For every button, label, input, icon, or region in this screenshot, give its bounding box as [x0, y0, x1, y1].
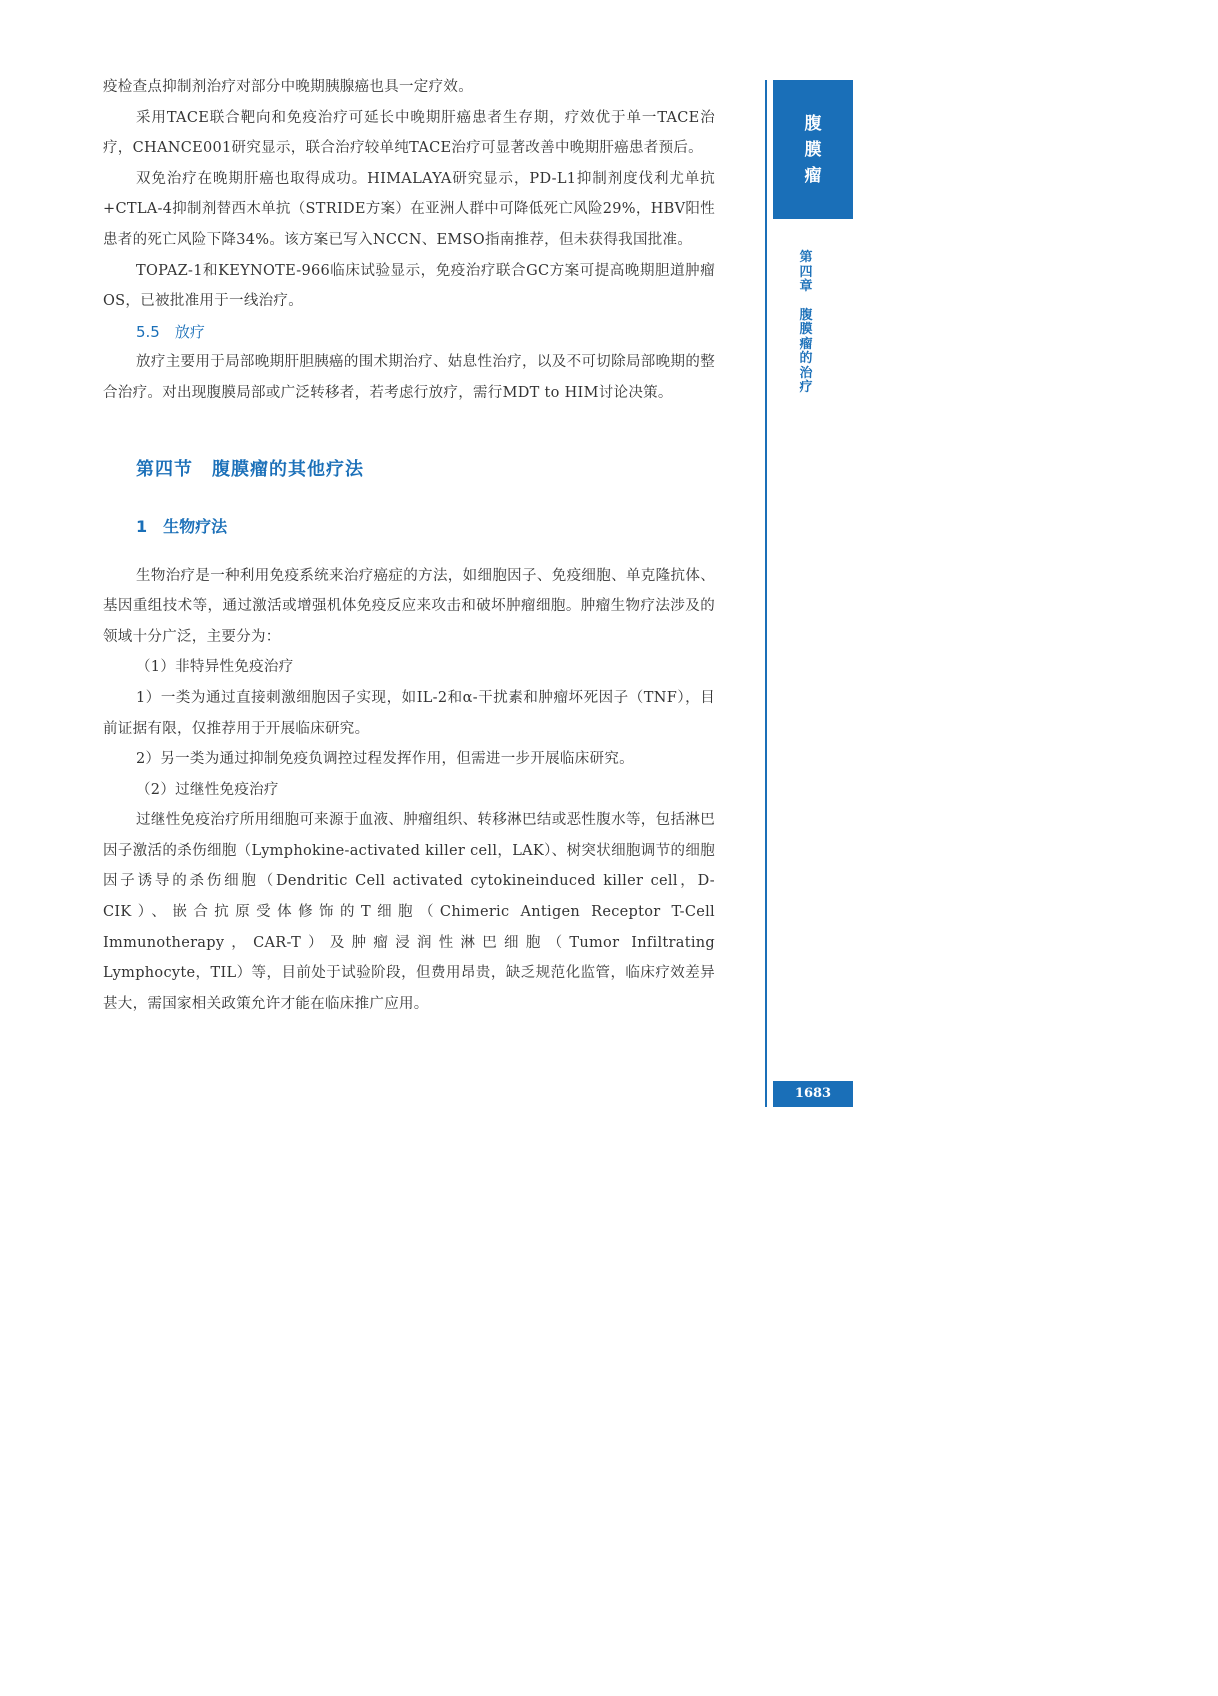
margin-rule	[765, 80, 767, 1107]
paragraph: 生物治疗是一种利用免疫系统来治疗癌症的方法，如细胞因子、免疫细胞、单克隆抗体、基因重组技术等，通过激活或增强机体免疫反应来攻击和破坏肿瘤细胞。肿瘤生物疗法涉及的领域十分广泛，主要分为：	[103, 567, 715, 645]
paragraph: 放疗主要用于局部晚期肝胆胰癌的围术期治疗、姑息性治疗，以及不可切除局部晚期的整合治疗。对出现腹膜局部或广泛转移者，若考虑行放疗，需行MDT to HIM讨论决策。	[103, 354, 715, 401]
subsection-title: 1 生物疗法	[136, 516, 228, 536]
paragraph: 双免治疗在晚期肝癌也取得成功。HIMALAYA研究显示，PD-L1抑制剂度伐利尤单抗+CTLA-4抑制剂替西木单抗（STRIDE方案）在亚洲人群中可降低死亡风险29%，HBV阳性患者的死亡风险下降34%。该方案已写入NCCN、EMSO指南推荐，但未获得我国批准。	[103, 170, 715, 248]
paragraph: （2）过继性免疫治疗	[136, 781, 279, 798]
chapter-tab-label: 腹膜瘤	[804, 113, 822, 186]
page-body	[103, 72, 715, 1019]
paragraph: 疫检查点抑制剂治疗对部分中晚期胰腺癌也具一定疗效。	[103, 79, 473, 95]
paragraph: TOPAZ-1和KEYNOTE-966临床试验显示，免疫治疗联合GC方案可提高晚期胆道肿瘤OS，已被批准用于一线治疗。	[103, 262, 715, 310]
chapter-title: 腹膜瘤的治疗	[799, 307, 813, 395]
chapter-number: 第四章	[799, 250, 813, 294]
paragraph: 1）一类为通过直接刺激细胞因子实现，如IL-2和α-干扰素和肿瘤坏死因子（TNF），目前证据有限，仅推荐用于开展临床研究。	[103, 689, 715, 737]
paragraph: 采用TACE联合靶向和免疫治疗可延长中晚期肝癌患者生存期，疗效优于单一TACE治疗，CHANCE001研究显示，联合治疗较单纯TACE治疗可显著改善中晚期肝癌患者预后。	[103, 109, 715, 157]
paragraph: 2）另一类为通过抑制免疫负调控过程发挥作用，但需进一步开展临床研究。	[136, 751, 634, 768]
chapter-tab	[773, 80, 853, 219]
page-number: 1683	[773, 1081, 853, 1107]
paragraph: （1）非特异性免疫治疗	[136, 659, 294, 676]
subheading-5-5: 5.5 放疗	[136, 322, 205, 341]
section-title: 第四节 腹膜瘤的其他疗法	[136, 458, 364, 480]
paragraph: 过继性免疫治疗所用细胞可来源于血液、肿瘤组织、转移淋巴结或恶性腹水等，包括淋巴因子激活的杀伤细胞（Lymphokine-activated killer cell，LAK）、树突状细胞调节的细胞因子诱导的杀伤细胞（Dendritic Cell activated cytokineinduced killer cell，D-CIK）、嵌合抗原受体修饰的T细胞（Chimeric Antigen Receptor T-Cell Immunotherapy，CAR-T）及肿瘤浸润性淋巴细胞（Tumor Infiltrating Lymphocyte，TIL）等，目前处于试验阶段，但费用昂贵，缺乏规范化监管，临床疗效差异甚大，需国家相关政策允许才能在临床推广应用。	[103, 812, 715, 1012]
running-header	[796, 251, 816, 396]
